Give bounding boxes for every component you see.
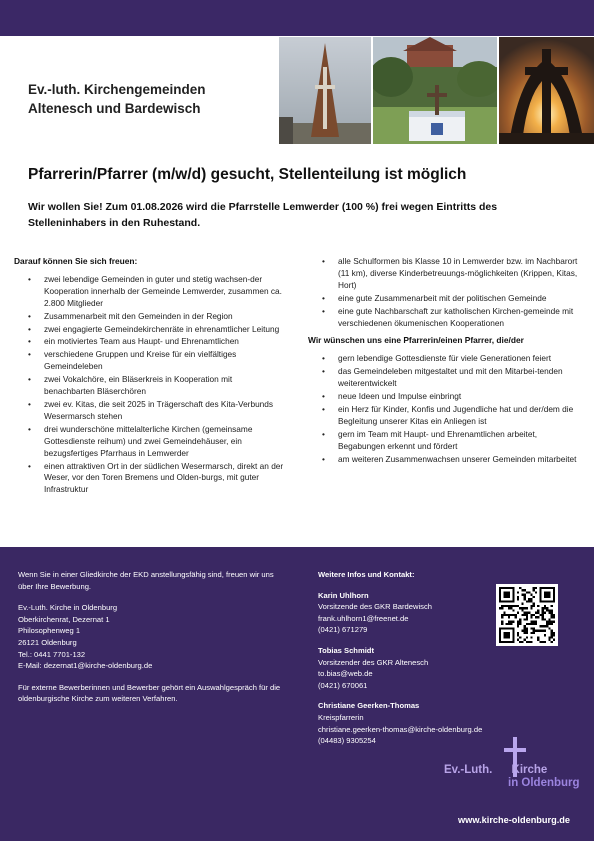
office-address [18, 602, 288, 672]
list-item: • eine gute Nachbarschaft zur katholischen Kirchen-gemeinde mit verschiedenen ökumenischen Kooperationen [308, 306, 578, 330]
contact-phone: (04483) 9305254 [318, 736, 376, 746]
contact-name: Karin Uhlhorn [318, 590, 369, 600]
list-item: • zwei ev. Kitas, die seit 2025 in Trägerschaft des Kita-Verbunds Wesermarsch stehen [14, 399, 284, 423]
address-line: Oberkirchenrat, Dezernat 1 [18, 614, 110, 624]
list-item: • ein motiviertes Team aus Haupt- und Ehrenamtlichen [14, 336, 284, 348]
contact-role: Vorsitzende des GKR Bardewisch [318, 602, 432, 612]
list-item: • drei wunderschöne mittelalterliche Kirchen (gemeinsame Gottesdienste reihum) und zwei Gemeindehäuser, ein bezugsfertiges Pfarrhaus in Lemwerder [14, 424, 284, 460]
contact-card [318, 590, 498, 636]
address-line: Philosophenweg 1 [18, 626, 81, 636]
parish-title-line2: Altenesch und Bardewisch [28, 101, 201, 116]
top-color-bar [0, 0, 594, 36]
logo-text-line1 [444, 765, 547, 777]
requirements-list [308, 353, 578, 465]
list-item: • einen attraktiven Ort in der südlichen Wesermarsch, direkt an der Weser, vor den Toren Bremens und Olden-burgs, mit guter Infrastruktur [14, 461, 284, 497]
church-altar-photo [373, 37, 497, 144]
list-item: • Zusammenarbeit mit den Gemeinden in der Region [14, 311, 284, 323]
contact-email-link[interactable]: frank.uhlhorn1@freenet.de [318, 613, 409, 623]
contacts-section [318, 569, 498, 756]
contact-role: Vorsitzender des GKR Altenesch [318, 657, 429, 667]
apply-note: Wenn Sie in einer Gliedkirche der EKD anstellungsfähig sind, freuen wir uns über Ihre Bewerbung. [18, 570, 274, 591]
qr-code[interactable] [496, 584, 558, 646]
list-item: • gern im Team mit Haupt- und Ehrenamtlichen arbeitet, Begabungen erkennt und fördert [308, 429, 578, 453]
list-item: • verschiedene Gruppen und Kreise für ein vielfältiges Gemeindeleben [14, 349, 284, 373]
list-item: • alle Schulformen bis Klasse 10 in Lemwerder bzw. im Nachbarort (11 km), diverse Kinderbetreuungs-möglichkeiten (Krippen, Kitas, Hort) [308, 256, 578, 292]
requirements-column [308, 256, 578, 472]
logo-text-line2: in Oldenburg [508, 777, 580, 789]
contact-name: Tobias Schmidt [318, 645, 374, 655]
contact-card [318, 645, 498, 691]
address-line: 26121 Oldenburg [18, 637, 77, 647]
list-item: • gern lebendige Gottesdienste für viele Generationen feiert [308, 353, 578, 365]
external-applicants-note: Für externe Bewerberinnen und Bewerber gehört ein Auswahlgespräch für die oldenburgische Kirche zum weiteren Verfahren. [18, 682, 281, 704]
address-phone: Tel.: 0441 7701-132 [18, 649, 86, 659]
website-link[interactable]: www.kirche-oldenburg.de [458, 815, 570, 825]
list-item: • eine gute Zusammenarbeit mit der politischen Gemeinde [308, 293, 578, 305]
contact-phone: (0421) 671279 [318, 625, 368, 635]
contact-phone: (0421) 670061 [318, 680, 368, 690]
list-item: • ein Herz für Kinder, Konfis und Jugendliche hat und der/dem die Begleitung unserer Kitas ein Anliegen ist [308, 404, 578, 428]
contact-email-link[interactable]: to.bias@web.de [318, 669, 373, 679]
list-item: • zwei lebendige Gemeinden in guter und stetig wachsen-der Kooperation innerhalb der Gemeinde Lemwerder, zusammen ca. 2.800 Mitglieder [14, 274, 284, 310]
list-item: • neue Ideen und Impulse einbringt [308, 391, 578, 403]
church-logo [444, 737, 589, 797]
benefits-list [14, 274, 284, 496]
application-info [18, 569, 288, 715]
sunset-cross-photo [499, 37, 594, 144]
benefits-heading: Darauf können Sie sich freuen: [14, 256, 138, 266]
parish-title [28, 80, 206, 118]
logo-text-evluth: Ev.-Luth. [444, 764, 493, 776]
logo-text-kirche: Kirche [511, 764, 548, 776]
contacts-heading: Weitere Infos und Kontakt: [318, 570, 415, 579]
list-item: • am weiteren Zusammenwachsen unserer Gemeinden mitarbeitet [308, 454, 578, 466]
intro-text: Wir wollen Sie! Zum 01.08.2026 wird die Pfarrstelle Lemwerder (100 %) frei wegen Eintritts des Stelleninhabers in den Ruhestand. [28, 201, 498, 229]
address-email-link[interactable]: E-Mail: dezernat1@kirche-oldenburg.de [18, 661, 153, 671]
contact-email-link[interactable]: christiane.geerken-thomas@kirche-oldenburg.de [318, 724, 483, 734]
contact-footer [0, 547, 594, 841]
list-item: • zwei Vokalchöre, ein Bläserkreis in Kooperation mit benachbarten Bläserchören [14, 374, 284, 398]
parish-title-line1: Ev.-luth. Kirchengemeinden [28, 82, 206, 97]
cross-sculpture-photo [279, 37, 371, 144]
job-headline: Pfarrerin/Pfarrer (m/w/d) gesucht, Stellenteilung ist möglich [28, 166, 467, 183]
contact-name: Christiane Geerken-Thomas [318, 701, 420, 711]
requirements-heading: Wir wünschen uns eine Pfarrerin/einen Pfarrer, die/der [308, 335, 524, 346]
contact-role: Kreispfarrerin [318, 712, 364, 722]
list-item: • zwei engagierte Gemeindekirchenräte in ehrenamtlicher Leitung [14, 324, 284, 336]
list-item: • das Gemeindeleben mitgestaltet und mit den Mitarbei-tenden weiterentwickelt [308, 366, 578, 390]
address-line: Ev.-Luth. Kirche in Oldenburg [18, 603, 118, 613]
benefits-list-continued [308, 256, 578, 329]
benefits-column [14, 256, 284, 497]
